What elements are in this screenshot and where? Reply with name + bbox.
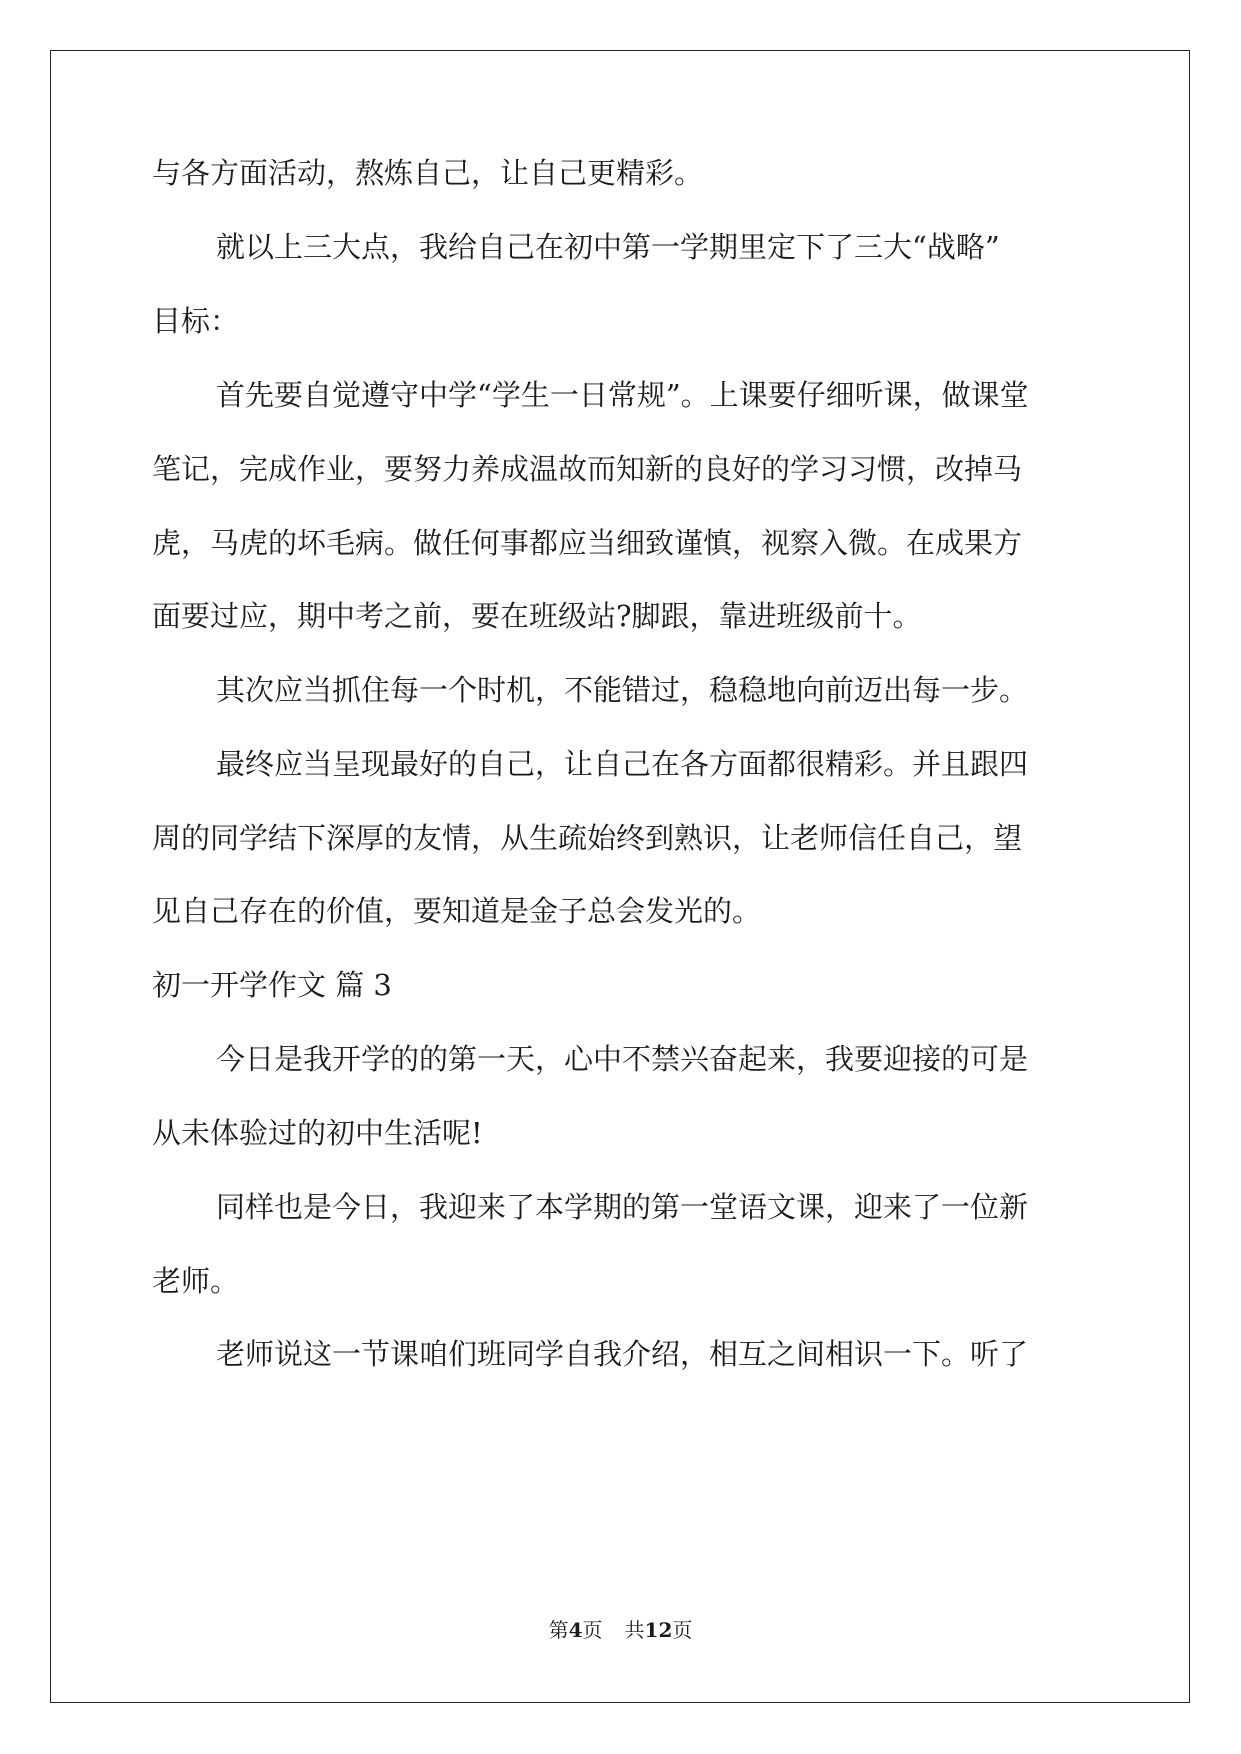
total-page-count: 12 bbox=[644, 1618, 673, 1642]
text-line: 最终应当呈现最好的自己，让自己在各方面都很精彩。并且跟四 bbox=[216, 747, 1029, 781]
footer-total-suffix: 页 bbox=[672, 1618, 693, 1642]
text-line: 老师。 bbox=[152, 1264, 240, 1298]
footer-page-suffix: 页 bbox=[582, 1618, 603, 1642]
page-footer bbox=[0, 1618, 1241, 1642]
text-line: 老师说这一节课咱们班同学自我介绍，相互之间相识一下。听了 bbox=[216, 1337, 1029, 1371]
text-line: 同样也是今日，我迎来了本学期的第一堂语文课，迎来了一位新 bbox=[216, 1190, 1029, 1224]
text-line: 虎，马虎的坏毛病。做任何事都应当细致谨慎，视察入微。在成果方 bbox=[152, 526, 1023, 560]
text-line: 见自己存在的价值，要知道是金子总会发光的。 bbox=[152, 894, 762, 928]
footer-total-prefix: 共 bbox=[624, 1618, 645, 1642]
text-line: 面要过应，期中考之前，要在班级站?脚跟，靠进班级前十。 bbox=[152, 599, 922, 633]
footer-prefix: 第 bbox=[548, 1618, 569, 1642]
text-line: 与各方面活动，熬炼自己，让自己更精彩。 bbox=[152, 156, 704, 190]
text-line: 首先要自觉遵守中学“学生一日常规”。上课要仔细听课，做课堂 bbox=[216, 378, 1029, 412]
section-heading: 初一开学作文 篇 3 bbox=[152, 968, 392, 1002]
text-line: 周的同学结下深厚的友情，从生疏始终到熟识，让老师信任自己，望 bbox=[152, 821, 1023, 855]
text-line: 目标： bbox=[152, 304, 240, 338]
text-line: 就以上三大点，我给自己在初中第一学期里定下了三大“战略” bbox=[216, 230, 1000, 264]
text-line: 从未体验过的初中生活呢! bbox=[152, 1116, 483, 1150]
current-page-number: 4 bbox=[568, 1618, 583, 1642]
text-line: 笔记，完成作业，要努力养成温故而知新的良好的学习习惯，改掉马 bbox=[152, 452, 1023, 486]
text-line: 今日是我开学的的第一天，心中不禁兴奋起来，我要迎接的可是 bbox=[216, 1042, 1029, 1076]
page-border bbox=[50, 50, 1190, 1703]
text-line: 其次应当抓住每一个时机，不能错过，稳稳地向前迈出每一步。 bbox=[216, 673, 1029, 707]
